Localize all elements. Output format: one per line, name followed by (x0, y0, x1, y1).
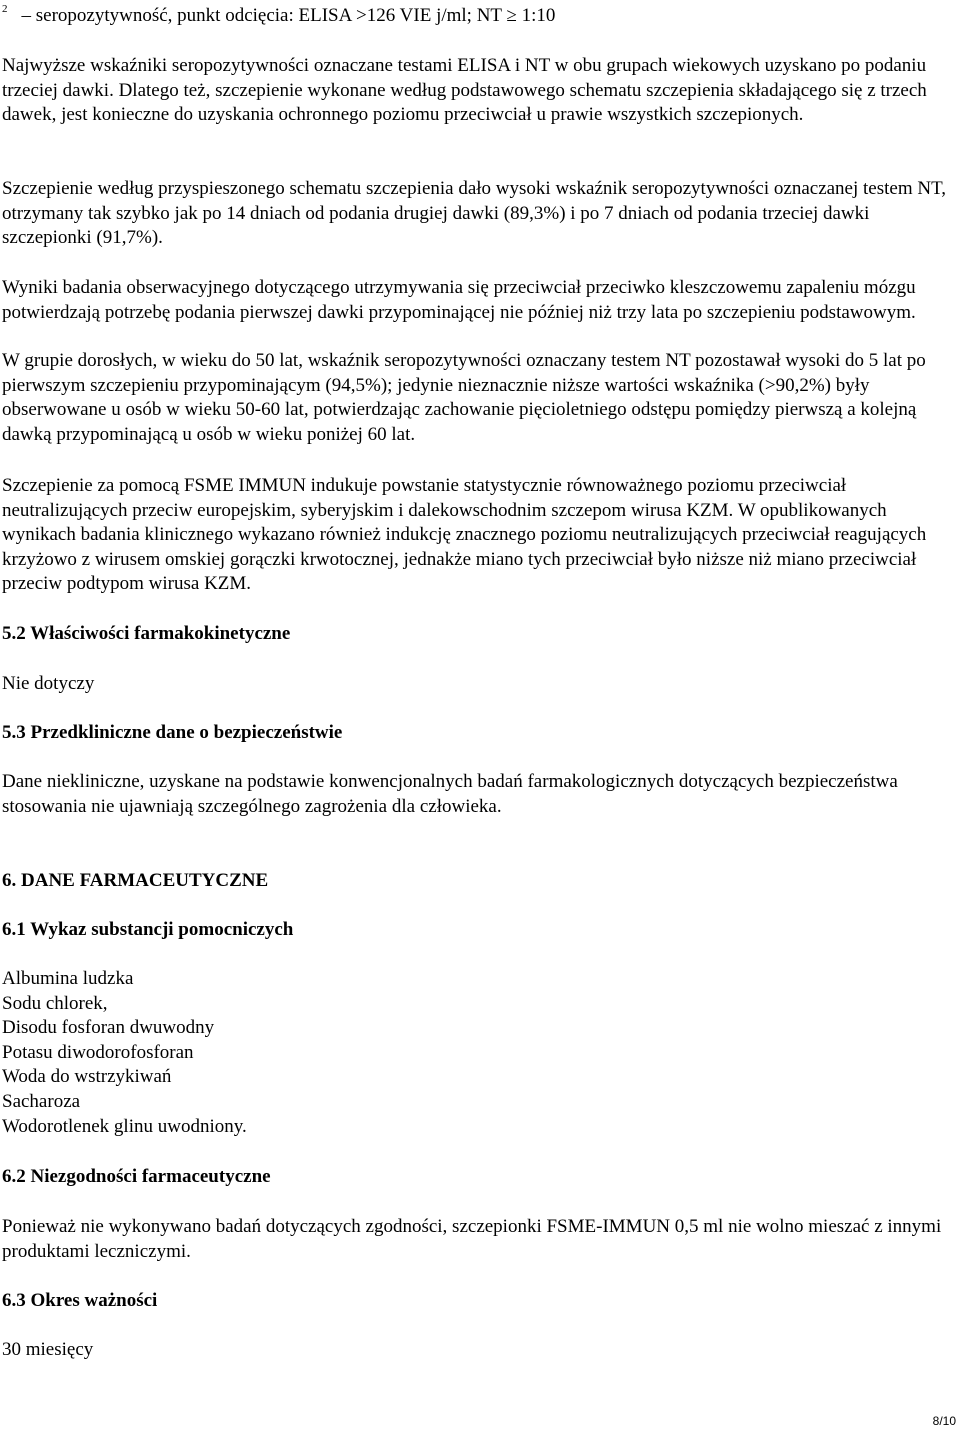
paragraph-fsme-immun-neutralizing: Szczepienie za pomocą FSME IMMUN indukuje powstanie statystycznie równoważnego poziomu przeciwciał neutralizujących przeciw europejskim, syberyjskim i dalekowschodnim szczepom wirusa KZM. W opublikowanych wynikach badania klinicznego wykazano również indukcję znacznego poziomu neutralizujących przeciwciał reagujących krzyżowo z wirusem omskiej gorączki krwotocznej, jednakże miano tych przeciwciał było niższe niż miano przeciwciał przeciw podtypom wirusa KZM. (2, 475, 927, 595)
section-heading-6: 6. DANE FARMACEUTYCZNE (2, 870, 269, 891)
list-item: Woda do wstrzykiwań (2, 1066, 172, 1088)
list-item: Albumina ludzka (2, 968, 134, 989)
paragraph-accelerated-schedule: Szczepienie według przyspieszonego schematu szczepienia dało wysoki wskaźnik seropozytywności oznaczanej testem NT, otrzymany tak szybko jak po 14 dniach od podania drugiej dawki (89,3%) i po 7 dniach od podania trzeciej dawki szczepionki (91,7%). (2, 178, 947, 249)
page-number: 8/10 (932, 1414, 956, 1428)
paragraph-observational-study: Wyniki badania obserwacyjnego dotyczącego utrzymywania się przeciwciał przeciwko kleszczowemu zapaleniu mózgu potwierdzają potrzebę podania pierwszej dawki przypominającej nie później niż trzy lata po szczepieniu podstawowym. (2, 277, 916, 323)
section-heading-5-2: 5.2 Właściwości farmakokinetyczne (2, 623, 291, 644)
section-heading-6-1: 6.1 Wykaz substancji pomocniczych (2, 919, 294, 940)
footnote (2, 4, 555, 29)
list-item: Potasu diwodorofosforan (2, 1041, 194, 1063)
list-item: Disodu fosforan dwuwodny (2, 1017, 215, 1039)
list-item: Sacharoza (2, 1090, 81, 1112)
section-text-6-3: 30 miesięcy (2, 1339, 94, 1360)
section-heading-5-3: 5.3 Przedkliniczne dane o bezpieczeństwie (2, 722, 343, 743)
section-heading-6-3: 6.3 Okres ważności (2, 1290, 158, 1311)
list-item: Sodu chlorek, (2, 992, 108, 1014)
section-text-6-2: Ponieważ nie wykonywano badań dotyczących zgodności, szczepionki FSME-IMMUN 0,5 ml nie wolno mieszać z innymi produktami leczniczymi. (2, 1216, 942, 1262)
section-heading-6-2: 6.2 Niezgodności farmaceutyczne (2, 1166, 271, 1187)
excipients-list (2, 967, 957, 1139)
paragraph-seropositivity-elisa-nt: Najwyższe wskaźniki seropozytywności oznaczane testami ELISA i NT w obu grupach wiekowych uzyskano po podaniu trzeciej dawki. Dlatego też, szczepienie wykonane według podstawowego schematu szczepienia składającego się z trzech dawek, jest konieczne do uzyskania ochronnego poziomu przeciwciał u prawie wszystkich szczepionych. (2, 55, 927, 126)
paragraph-adult-group: W grupie dorosłych, w wieku do 50 lat, wskaźnik seropozytywności oznaczany testem NT pozostawał wysoki do 5 lat po pierwszym szczepieniu przypominającym (94,5%); jedynie nieznacznie niższe wartości wskaźnika (>90,2%) były obserwowane u osób w wieku 50-60 lat, potwierdzając zachowanie pięcioletniego odstępu pomiędzy pierwszą a kolejną dawką przypominającą u osób w wieku poniżej 60 lat. (2, 350, 926, 445)
list-item: Wodorotlenek glinu uwodniony. (2, 1115, 247, 1137)
footnote-text: – seropozytywność, punkt odcięcia: ELISA >126 VIE j/ml; NT ≥ 1:10 (21, 5, 556, 26)
footnote-mark: 2 (2, 3, 8, 15)
section-text-5-2: Nie dotyczy (2, 673, 95, 694)
section-text-5-3: Dane niekliniczne, uzyskane na podstawie konwencjonalnych badań farmakologicznych dotyczących bezpieczeństwa stosowania nie ujawniają szczególnego zagrożenia dla człowieka. (2, 771, 898, 817)
